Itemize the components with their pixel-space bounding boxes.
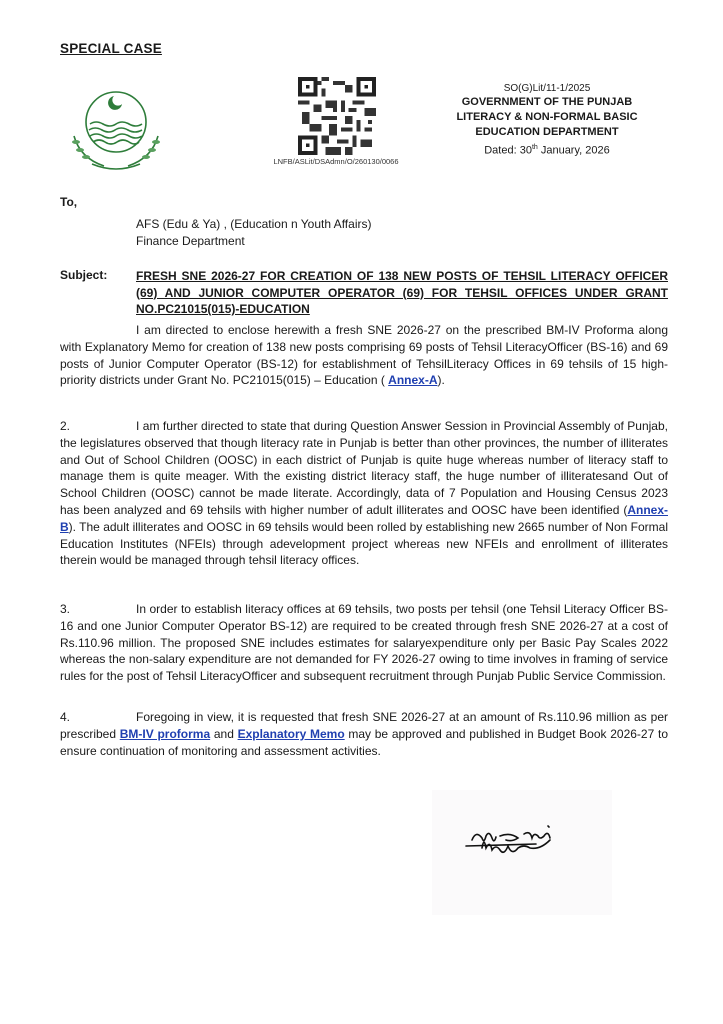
org-line-2: LITERACY & NON-FORMAL BASIC: [456, 111, 638, 123]
paragraph-2-end: ). The adult illiterates and OOSC in 69 tehsils would been rolled by establishing new 2665 number of Non Formal Education Institutes (NFEIs) through adevelopment project whereas new NFEIs and enrollment of illiterates therein would be managed through tehsil literacy offices.: [60, 519, 668, 568]
paragraph-1-text: I am directed to enclose herewith a fresh SNE 2026-27 on the prescribed BM-IV Proforma along with Explanatory Memo for creation of 138 new posts comprising 69 posts of Tehsil LiteracyOfficer (BS-16) and 69 posts of Junior Computer Operator (BS-12) for establishment of TehsilLiteracy Offices in 69 tehsils of 15 high-priority districts under Grant No. PC21015(015) – Education (: [60, 323, 668, 388]
paragraph-1-end: ).: [437, 373, 445, 388]
signature-icon: [462, 822, 582, 872]
paragraph-4-number: 4.: [60, 710, 71, 724]
explanatory-memo-link[interactable]: Explanatory Memo: [237, 726, 345, 741]
date-prefix: Dated: 30: [484, 144, 532, 157]
to-label: To,: [60, 195, 78, 209]
paragraph-4: [60, 709, 668, 759]
date-month-year: January, 2026: [537, 144, 610, 157]
qr-reference-number: LNFB/ASLit/DSAdmn/O/260130/0066: [273, 157, 399, 166]
special-case-label: SPECIAL CASE: [60, 41, 162, 56]
date-line: [432, 140, 662, 159]
paragraph-4-and: and: [210, 726, 238, 741]
paragraph-2-text: I am further directed to state that during Question Answer Session in Provincial Assembly of Punjab, the legislatures observed that though literacy rate in Punjab is better than other provinces, the number of illiterates and Out of School Children (OOSC) in each district of Punjab is quite huge whereas number of literacy staff to manage them is quite meager. With the existing district literacy staff, the huge number of illiteratesand Out of School Children (OOSC) cannot be made literate. Accordingly, data of 7 Population and Housing Census 2023 has been analyzed and 69 tehsils with higher number of adult illiterates and OOSC have been identified (: [60, 419, 668, 517]
paragraph-2-number: 2.: [60, 419, 71, 433]
paragraph-1: [60, 322, 668, 389]
paragraph-4-text: Foregoing in view, it is requested that fresh SNE 2026-27 at an amount of Rs.110.96 million as per prescribed: [60, 710, 668, 741]
recipient-line-2: Finance Department: [136, 234, 245, 248]
paragraph-3-number: 3.: [60, 602, 71, 616]
bm-iv-proforma-link[interactable]: BM-IV proforma: [119, 726, 211, 741]
subject-text: FRESH SNE 2026-27 FOR CREATION OF 138 NEW POSTS OF TEHSIL LITERACY OFFICER (69) AND JUNIOR COMPUTER OPERATOR (69) FOR TEHSIL OFFICES UNDER GRANT NO.PC21015(015)-EDUCATION: [136, 269, 668, 316]
recipient-address: [136, 216, 371, 250]
annex-a-link[interactable]: Annex-A: [388, 373, 438, 388]
recipient-line-1: AFS (Edu & Ya) , (Education n Youth Affairs): [136, 217, 372, 231]
letterhead: [432, 82, 662, 159]
paragraph-3-text: In order to establish literacy offices at 69 tehsils, two posts per tehsil (one Tehsil Literacy Officer BS-16 and one Junior Computer Operator BS-12) are required to be created through fresh SNE 2026-27 at a cost of Rs.110.96 million. The proposed SNE includes estimates for salaryexpenditure only per Basic Pay Scales 2022 whereas the non-salary expenditure are not demanded for FY 2026-27 owing to time involves in framing of service rules for the post of Tehsil LiteracyOfficer and subsequent recruitment through Punjab Public Service Commission.: [60, 602, 668, 684]
paragraph-4-end: may be approved and published in Budget Book 2026-27 to ensure continuation of monitoring and assessment activities.: [60, 726, 668, 758]
annex-b-link[interactable]: Annex-B: [60, 502, 668, 534]
date-suffix-sup: th: [531, 144, 538, 151]
paragraph-2: [60, 418, 668, 569]
subject-label: Subject:: [60, 268, 108, 282]
reference-number: SO(G)Lit/11-1/2025: [503, 83, 591, 94]
punjab-emblem-logo: [62, 76, 170, 176]
qr-code: [297, 77, 377, 155]
org-line-3: EDUCATION DEPARTMENT: [475, 126, 619, 138]
org-line-1: GOVERNMENT OF THE PUNJAB: [461, 96, 633, 108]
paragraph-3: [60, 601, 668, 685]
